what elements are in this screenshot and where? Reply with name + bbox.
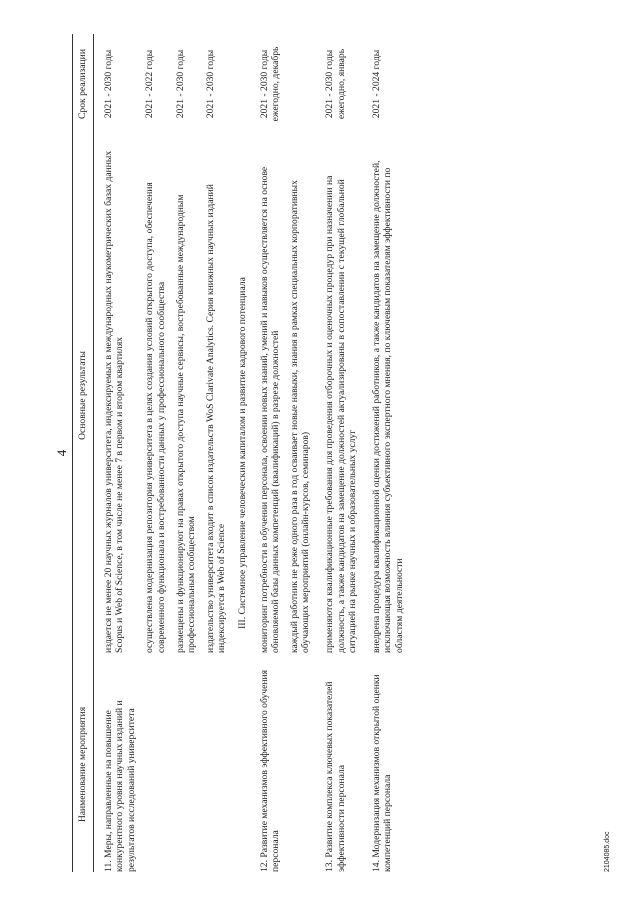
measure-cell: 13. Развитие комплекса ключевых показателей эффективности персонала	[323, 681, 347, 872]
table-row	[315, 34, 362, 872]
rotated-landscape-content	[56, 34, 614, 872]
measure-cell	[140, 657, 170, 872]
measure-cell: 11. Меры, направленные на повышение конкурентного уровня научных изданий и результатов исследований университета	[102, 700, 137, 872]
measure-cell	[285, 657, 315, 872]
header-measure: Наименование мероприятия	[73, 657, 94, 872]
table-row	[171, 34, 201, 872]
section-title-row	[231, 34, 255, 872]
period-cell	[285, 34, 315, 134]
result-cell: издается не менее 20 научных журналов университета, индексируемых в международных наукометрических базах данных Scopus и Web of Science, в том числе не менее 7 в первом и втором квартилях	[102, 150, 126, 653]
measure-cell	[201, 657, 231, 872]
table-row	[140, 34, 170, 872]
table-header-row	[73, 34, 94, 872]
period-cell: 2021 - 2030 годы	[102, 49, 114, 119]
page-number: 4	[54, 449, 69, 457]
period-cell: 2021 - 2030 годы	[174, 49, 186, 119]
measure-cell	[171, 657, 201, 872]
table-row	[93, 34, 140, 872]
result-cell: каждый работник не реже одного раза в год осваивает новые навыки, знания в рамках специальных корпоративных обучающих мероприятий (онлайн-курсов, семинаров)	[288, 180, 312, 653]
result-cell: осуществлена модернизация репозитория университета в целях создания условий открытого доступа, обеспечения современного функционала и востребованности данных у профессионального сообщества	[144, 182, 167, 653]
section-title: III. Системное управление человеческим капиталом и развитие кадрового потенциала	[236, 277, 248, 629]
header-period: Срок реализации	[73, 34, 94, 134]
result-cell: размещены и функционируют на правах открытого доступа научные сервисы, востребованные международным профессиональным сообществом	[174, 194, 198, 653]
file-name-footer: 2104085.doc	[604, 831, 611, 872]
period-cell: 2021 - 2030 годы ежегодно, декабрь	[258, 46, 282, 122]
table-row	[362, 34, 409, 872]
measures-table	[72, 34, 408, 872]
measure-cell: 12. Развитие механизмов эффективного обучения персонала	[258, 669, 282, 872]
result-cell: издательство университета входит в список издательств WoS Clarivate Analytics. Серия книжных научных изданий индексируется в Web of Science	[204, 184, 228, 653]
result-cell: мониторинг потребности в обучении персонала, освоении новых знаний, умений и навыков осуществляется на основе обновляемой базы данных компетенций (квалификаций) в разрезе должностей	[258, 166, 282, 653]
header-results: Основные результаты	[73, 134, 94, 657]
period-cell: 2021 - 2024 годы	[370, 49, 382, 119]
result-cell: внедрена процедура квалификационной оценки достижений работников, а также кандидатов на замещение должностей, исключающая возможность влияния субъективного экспертного мнения, по ключевым показателям эффективности по областям деятельности	[370, 160, 405, 653]
period-cell: 2021 - 2030 годы	[204, 49, 216, 119]
result-cell: применяются квалификационные требования для проведения отборочных и оценочных процедур при назначении на должность, а также кандидатов на замещение должностей актуализированы в сопоставлении с текущей глобальной ситуацией на рынке научных и образовательных услуг	[323, 175, 359, 653]
table-row	[255, 34, 285, 872]
measure-cell: 14. Модернизация механизмов открытой оценки компетенций персонала	[370, 674, 394, 872]
period-cell: 2021 - 2022 годы	[144, 49, 156, 119]
table-row	[201, 34, 231, 872]
period-cell: 2021 - 2030 годы ежегодно, январь	[323, 48, 347, 120]
table-row	[285, 34, 315, 872]
